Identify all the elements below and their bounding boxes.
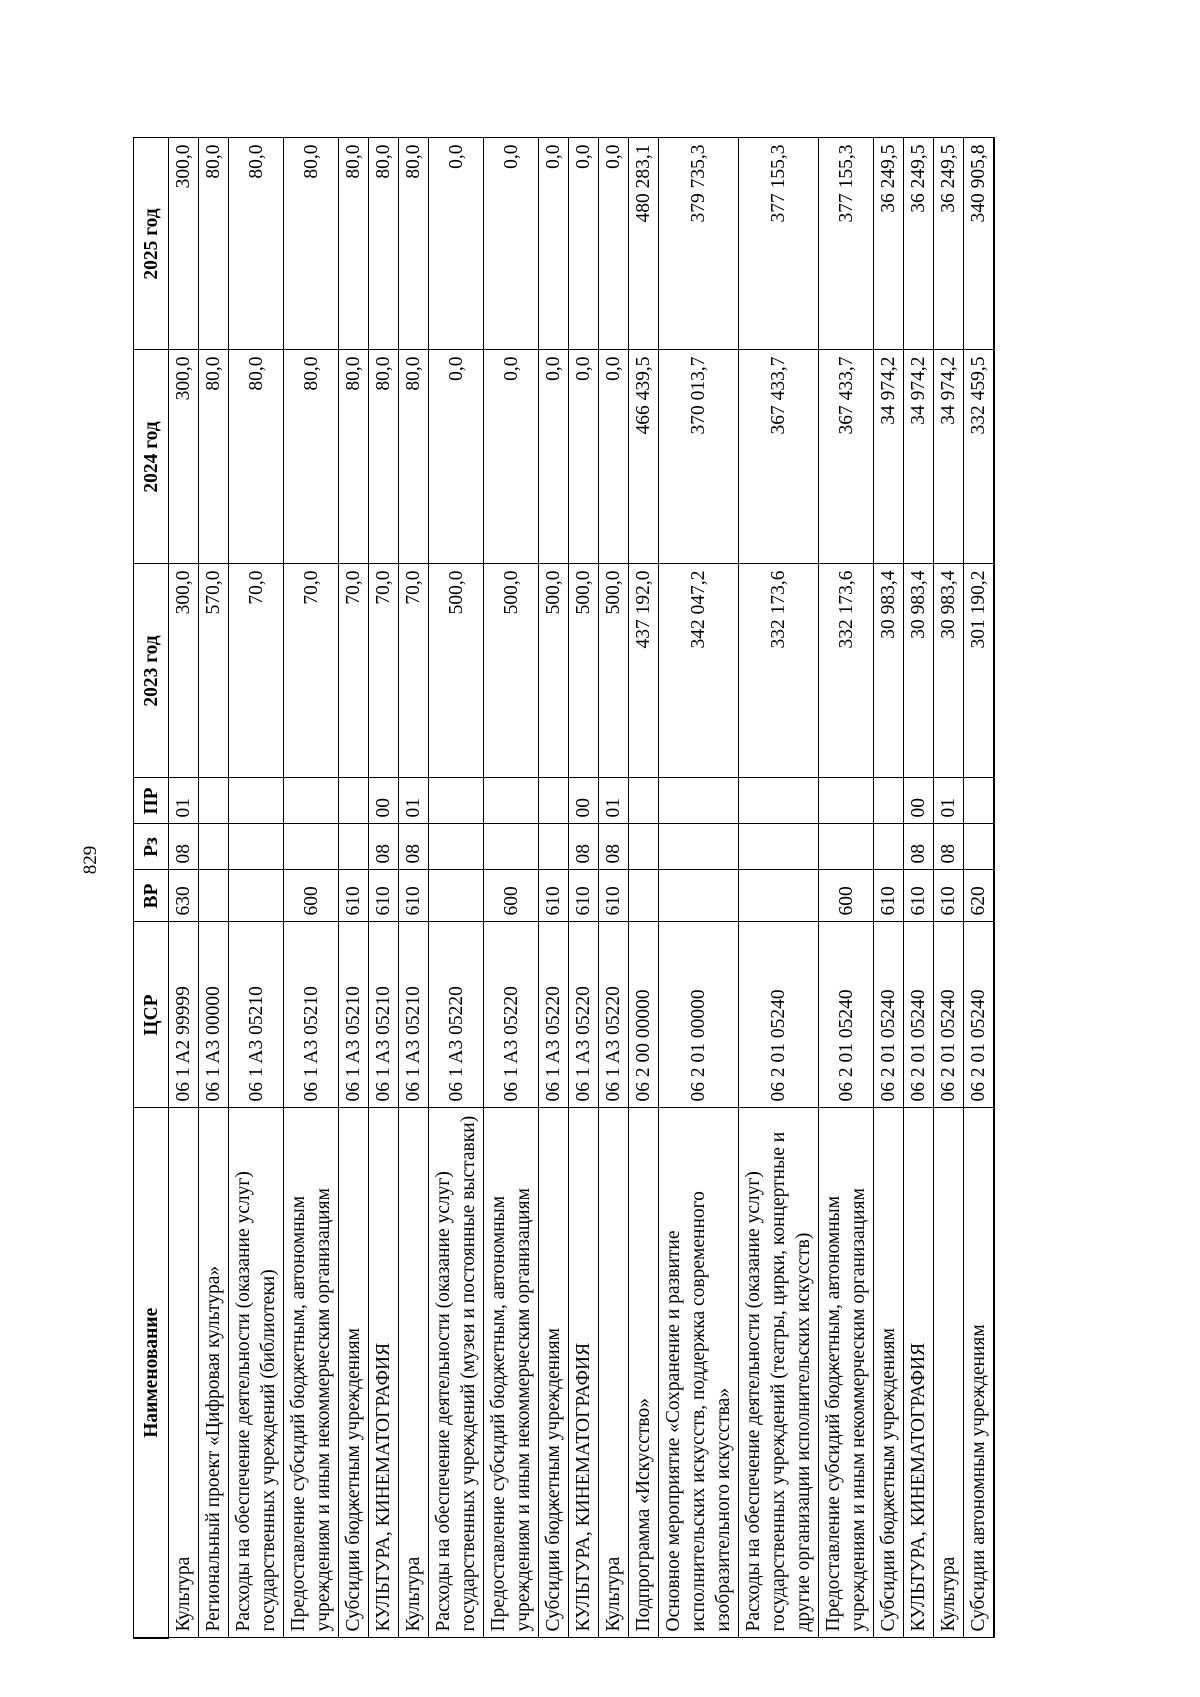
cell-2024: 332 459,5 — [964, 350, 995, 564]
cell-rz: 08 — [904, 824, 934, 870]
header-name: Наименование — [134, 1108, 169, 1638]
cell-2023: 70,0 — [229, 564, 284, 778]
cell-2025: 80,0 — [199, 138, 229, 350]
cell-pr: 01 — [399, 778, 429, 824]
cell-vr — [629, 870, 659, 922]
cell-pr — [874, 778, 904, 824]
cell-vr: 610 — [339, 870, 369, 922]
cell-vr: 610 — [904, 870, 934, 922]
table-row — [874, 138, 904, 1638]
cell-2025: 80,0 — [229, 138, 284, 350]
header-pr: ПР — [134, 778, 169, 824]
cell-name: Основное мероприятие «Сохранение и развитие исполнительских искусств, поддержка современного изобразительного искусства» — [659, 1108, 739, 1638]
cell-name: Региональный проект «Цифровая культура» — [199, 1108, 229, 1638]
cell-2023: 500,0 — [429, 564, 484, 778]
table-row — [169, 138, 199, 1638]
table-row — [284, 138, 339, 1638]
cell-vr — [659, 870, 739, 922]
cell-vr: 620 — [964, 870, 995, 922]
cell-2024: 0,0 — [539, 350, 569, 564]
cell-pr — [964, 778, 995, 824]
cell-name: Предоставление субсидий бюджетным, автономным учреждениям и иным некоммерческим организациям — [284, 1108, 339, 1638]
cell-csr: 06 2 01 05240 — [934, 922, 964, 1108]
cell-csr: 06 1 A3 05220 — [569, 922, 599, 1108]
cell-rz — [484, 824, 539, 870]
cell-2025: 340 905,8 — [964, 138, 995, 350]
cell-pr: 01 — [599, 778, 629, 824]
cell-csr: 06 1 A3 05220 — [599, 922, 629, 1108]
cell-csr: 06 2 01 05240 — [874, 922, 904, 1108]
cell-2024: 367 433,7 — [819, 350, 874, 564]
cell-name: Культура — [934, 1108, 964, 1638]
cell-2023: 332 173,6 — [819, 564, 874, 778]
table-row — [659, 138, 739, 1638]
cell-name: Предоставление субсидий бюджетным, автономным учреждениям и иным некоммерческим организациям — [484, 1108, 539, 1638]
cell-csr: 06 1 A3 05220 — [539, 922, 569, 1108]
cell-vr: 600 — [284, 870, 339, 922]
cell-2023: 30 983,4 — [874, 564, 904, 778]
cell-2024: 80,0 — [369, 350, 399, 564]
cell-csr: 06 2 01 05240 — [739, 922, 819, 1108]
cell-pr — [339, 778, 369, 824]
cell-rz — [739, 824, 819, 870]
cell-2025: 36 249,5 — [904, 138, 934, 350]
cell-csr: 06 1 A3 05210 — [399, 922, 429, 1108]
cell-vr: 610 — [934, 870, 964, 922]
cell-vr — [429, 870, 484, 922]
cell-2024: 367 433,7 — [739, 350, 819, 564]
cell-2023: 500,0 — [484, 564, 539, 778]
header-2025: 2025 год — [134, 138, 169, 350]
cell-2025: 480 283,1 — [629, 138, 659, 350]
cell-pr — [429, 778, 484, 824]
cell-2024: 80,0 — [199, 350, 229, 564]
cell-vr: 610 — [539, 870, 569, 922]
cell-2023: 332 173,6 — [739, 564, 819, 778]
cell-2023: 500,0 — [539, 564, 569, 778]
table-row — [934, 138, 964, 1638]
cell-csr: 06 2 00 00000 — [629, 922, 659, 1108]
cell-rz: 08 — [399, 824, 429, 870]
cell-vr — [739, 870, 819, 922]
cell-vr: 600 — [819, 870, 874, 922]
cell-2025: 0,0 — [599, 138, 629, 350]
cell-2024: 370 013,7 — [659, 350, 739, 564]
cell-name: Субсидии бюджетным учреждениям — [539, 1108, 569, 1638]
cell-rz — [539, 824, 569, 870]
cell-csr: 06 2 01 05240 — [904, 922, 934, 1108]
cell-csr: 06 1 A3 05210 — [339, 922, 369, 1108]
cell-rz: 08 — [599, 824, 629, 870]
cell-2024: 34 974,2 — [934, 350, 964, 564]
cell-2023: 570,0 — [199, 564, 229, 778]
table-row — [819, 138, 874, 1638]
cell-2024: 466 439,5 — [629, 350, 659, 564]
cell-2023: 30 983,4 — [934, 564, 964, 778]
cell-csr: 06 1 A3 05210 — [369, 922, 399, 1108]
cell-2025: 0,0 — [429, 138, 484, 350]
cell-vr: 610 — [369, 870, 399, 922]
cell-2023: 30 983,4 — [904, 564, 934, 778]
cell-vr: 610 — [599, 870, 629, 922]
cell-pr — [629, 778, 659, 824]
cell-2024: 0,0 — [429, 350, 484, 564]
cell-2024: 0,0 — [484, 350, 539, 564]
cell-rz — [284, 824, 339, 870]
cell-2023: 70,0 — [339, 564, 369, 778]
cell-name: Расходы на обеспечение деятельности (оказание услуг) государственных учреждений (театры, цирки, концертные и другие организации исполнительских искусств) — [739, 1108, 819, 1638]
cell-vr — [229, 870, 284, 922]
cell-rz: 08 — [934, 824, 964, 870]
table-row — [739, 138, 819, 1638]
cell-2024: 0,0 — [569, 350, 599, 564]
table-row — [904, 138, 934, 1638]
cell-rz: 08 — [169, 824, 199, 870]
cell-csr: 06 2 01 00000 — [659, 922, 739, 1108]
cell-2024: 80,0 — [339, 350, 369, 564]
cell-2024: 80,0 — [229, 350, 284, 564]
cell-pr: 00 — [904, 778, 934, 824]
cell-2025: 377 155,3 — [819, 138, 874, 350]
cell-name: Культура — [169, 1108, 199, 1638]
header-2024: 2024 год — [134, 350, 169, 564]
table-row — [199, 138, 229, 1638]
cell-2023: 437 192,0 — [629, 564, 659, 778]
cell-rz — [199, 824, 229, 870]
cell-vr: 610 — [569, 870, 599, 922]
cell-name: Культура — [399, 1108, 429, 1638]
cell-rz — [874, 824, 904, 870]
table-row — [599, 138, 629, 1638]
cell-pr — [739, 778, 819, 824]
cell-pr: 00 — [369, 778, 399, 824]
cell-2023: 70,0 — [399, 564, 429, 778]
header-csr: ЦСР — [134, 922, 169, 1108]
cell-2024: 80,0 — [399, 350, 429, 564]
table-row — [229, 138, 284, 1638]
cell-2024: 300,0 — [169, 350, 199, 564]
cell-2024: 0,0 — [599, 350, 629, 564]
table-row — [429, 138, 484, 1638]
budget-table — [133, 138, 995, 1640]
cell-name: КУЛЬТУРА, КИНЕМАТОГРАФИЯ — [904, 1108, 934, 1638]
cell-name: Расходы на обеспечение деятельности (оказание услуг) государственных учреждений (библиотеки) — [229, 1108, 284, 1638]
cell-csr: 06 1 A3 05220 — [484, 922, 539, 1108]
table-row — [629, 138, 659, 1638]
cell-name: Субсидии бюджетным учреждениям — [339, 1108, 369, 1638]
table-row — [369, 138, 399, 1638]
cell-2025: 0,0 — [569, 138, 599, 350]
cell-2024: 80,0 — [284, 350, 339, 564]
cell-2023: 342 047,2 — [659, 564, 739, 778]
cell-name: Предоставление субсидий бюджетным, автономным учреждениям и иным некоммерческим организациям — [819, 1108, 874, 1638]
cell-2024: 34 974,2 — [904, 350, 934, 564]
cell-pr: 01 — [934, 778, 964, 824]
table-header-row — [134, 138, 169, 1638]
cell-csr: 06 1 A3 05220 — [429, 922, 484, 1108]
header-2023: 2023 год — [134, 564, 169, 778]
table-row — [569, 138, 599, 1638]
cell-csr: 06 1 A3 05210 — [229, 922, 284, 1108]
cell-csr: 06 1 A3 05210 — [284, 922, 339, 1108]
cell-rz — [339, 824, 369, 870]
cell-pr — [819, 778, 874, 824]
cell-2023: 70,0 — [369, 564, 399, 778]
cell-pr: 00 — [569, 778, 599, 824]
cell-rz — [819, 824, 874, 870]
cell-rz — [964, 824, 995, 870]
table-row — [539, 138, 569, 1638]
cell-rz: 08 — [369, 824, 399, 870]
cell-vr: 600 — [484, 870, 539, 922]
cell-2025: 80,0 — [369, 138, 399, 350]
cell-csr: 06 1 A2 99999 — [169, 922, 199, 1108]
cell-name: КУЛЬТУРА, КИНЕМАТОГРАФИЯ — [569, 1108, 599, 1638]
cell-vr — [199, 870, 229, 922]
cell-vr: 610 — [399, 870, 429, 922]
cell-pr — [539, 778, 569, 824]
cell-2023: 500,0 — [569, 564, 599, 778]
cell-name: Расходы на обеспечение деятельности (оказание услуг) государственных учреждений (музеи и постоянные выставки) — [429, 1108, 484, 1638]
cell-2023: 500,0 — [599, 564, 629, 778]
cell-name: Субсидии бюджетным учреждениям — [874, 1108, 904, 1638]
cell-2023: 301 190,2 — [964, 564, 995, 778]
cell-2025: 36 249,5 — [934, 138, 964, 350]
cell-name: Субсидии автономным учреждениям — [964, 1108, 995, 1638]
cell-pr — [284, 778, 339, 824]
table-row — [964, 138, 995, 1638]
cell-pr — [484, 778, 539, 824]
cell-rz — [229, 824, 284, 870]
cell-pr — [659, 778, 739, 824]
cell-2025: 0,0 — [484, 138, 539, 350]
cell-rz — [659, 824, 739, 870]
cell-2025: 379 735,3 — [659, 138, 739, 350]
page-number: 829 — [80, 845, 101, 875]
header-vr: ВР — [134, 870, 169, 922]
cell-2024: 34 974,2 — [874, 350, 904, 564]
cell-2025: 80,0 — [339, 138, 369, 350]
cell-2025: 300,0 — [169, 138, 199, 350]
cell-csr: 06 2 01 05240 — [964, 922, 995, 1108]
cell-rz — [629, 824, 659, 870]
cell-2023: 300,0 — [169, 564, 199, 778]
cell-2025: 377 155,3 — [739, 138, 819, 350]
cell-pr — [229, 778, 284, 824]
cell-2025: 80,0 — [284, 138, 339, 350]
cell-csr: 06 2 01 05240 — [819, 922, 874, 1108]
table-row — [484, 138, 539, 1638]
cell-vr: 610 — [874, 870, 904, 922]
cell-2025: 0,0 — [539, 138, 569, 350]
cell-name: Культура — [599, 1108, 629, 1638]
cell-csr: 06 1 A3 00000 — [199, 922, 229, 1108]
cell-name: Подпрограмма «Искусство» — [629, 1108, 659, 1638]
table-row — [399, 138, 429, 1638]
cell-2023: 70,0 — [284, 564, 339, 778]
rotated-table-wrapper — [133, 139, 1063, 1639]
cell-name: КУЛЬТУРА, КИНЕМАТОГРАФИЯ — [369, 1108, 399, 1638]
cell-rz: 08 — [569, 824, 599, 870]
cell-pr: 01 — [169, 778, 199, 824]
cell-2025: 80,0 — [399, 138, 429, 350]
cell-vr: 630 — [169, 870, 199, 922]
header-rz: Рз — [134, 824, 169, 870]
cell-pr — [199, 778, 229, 824]
cell-2025: 36 249,5 — [874, 138, 904, 350]
cell-rz — [429, 824, 484, 870]
table-row — [339, 138, 369, 1638]
